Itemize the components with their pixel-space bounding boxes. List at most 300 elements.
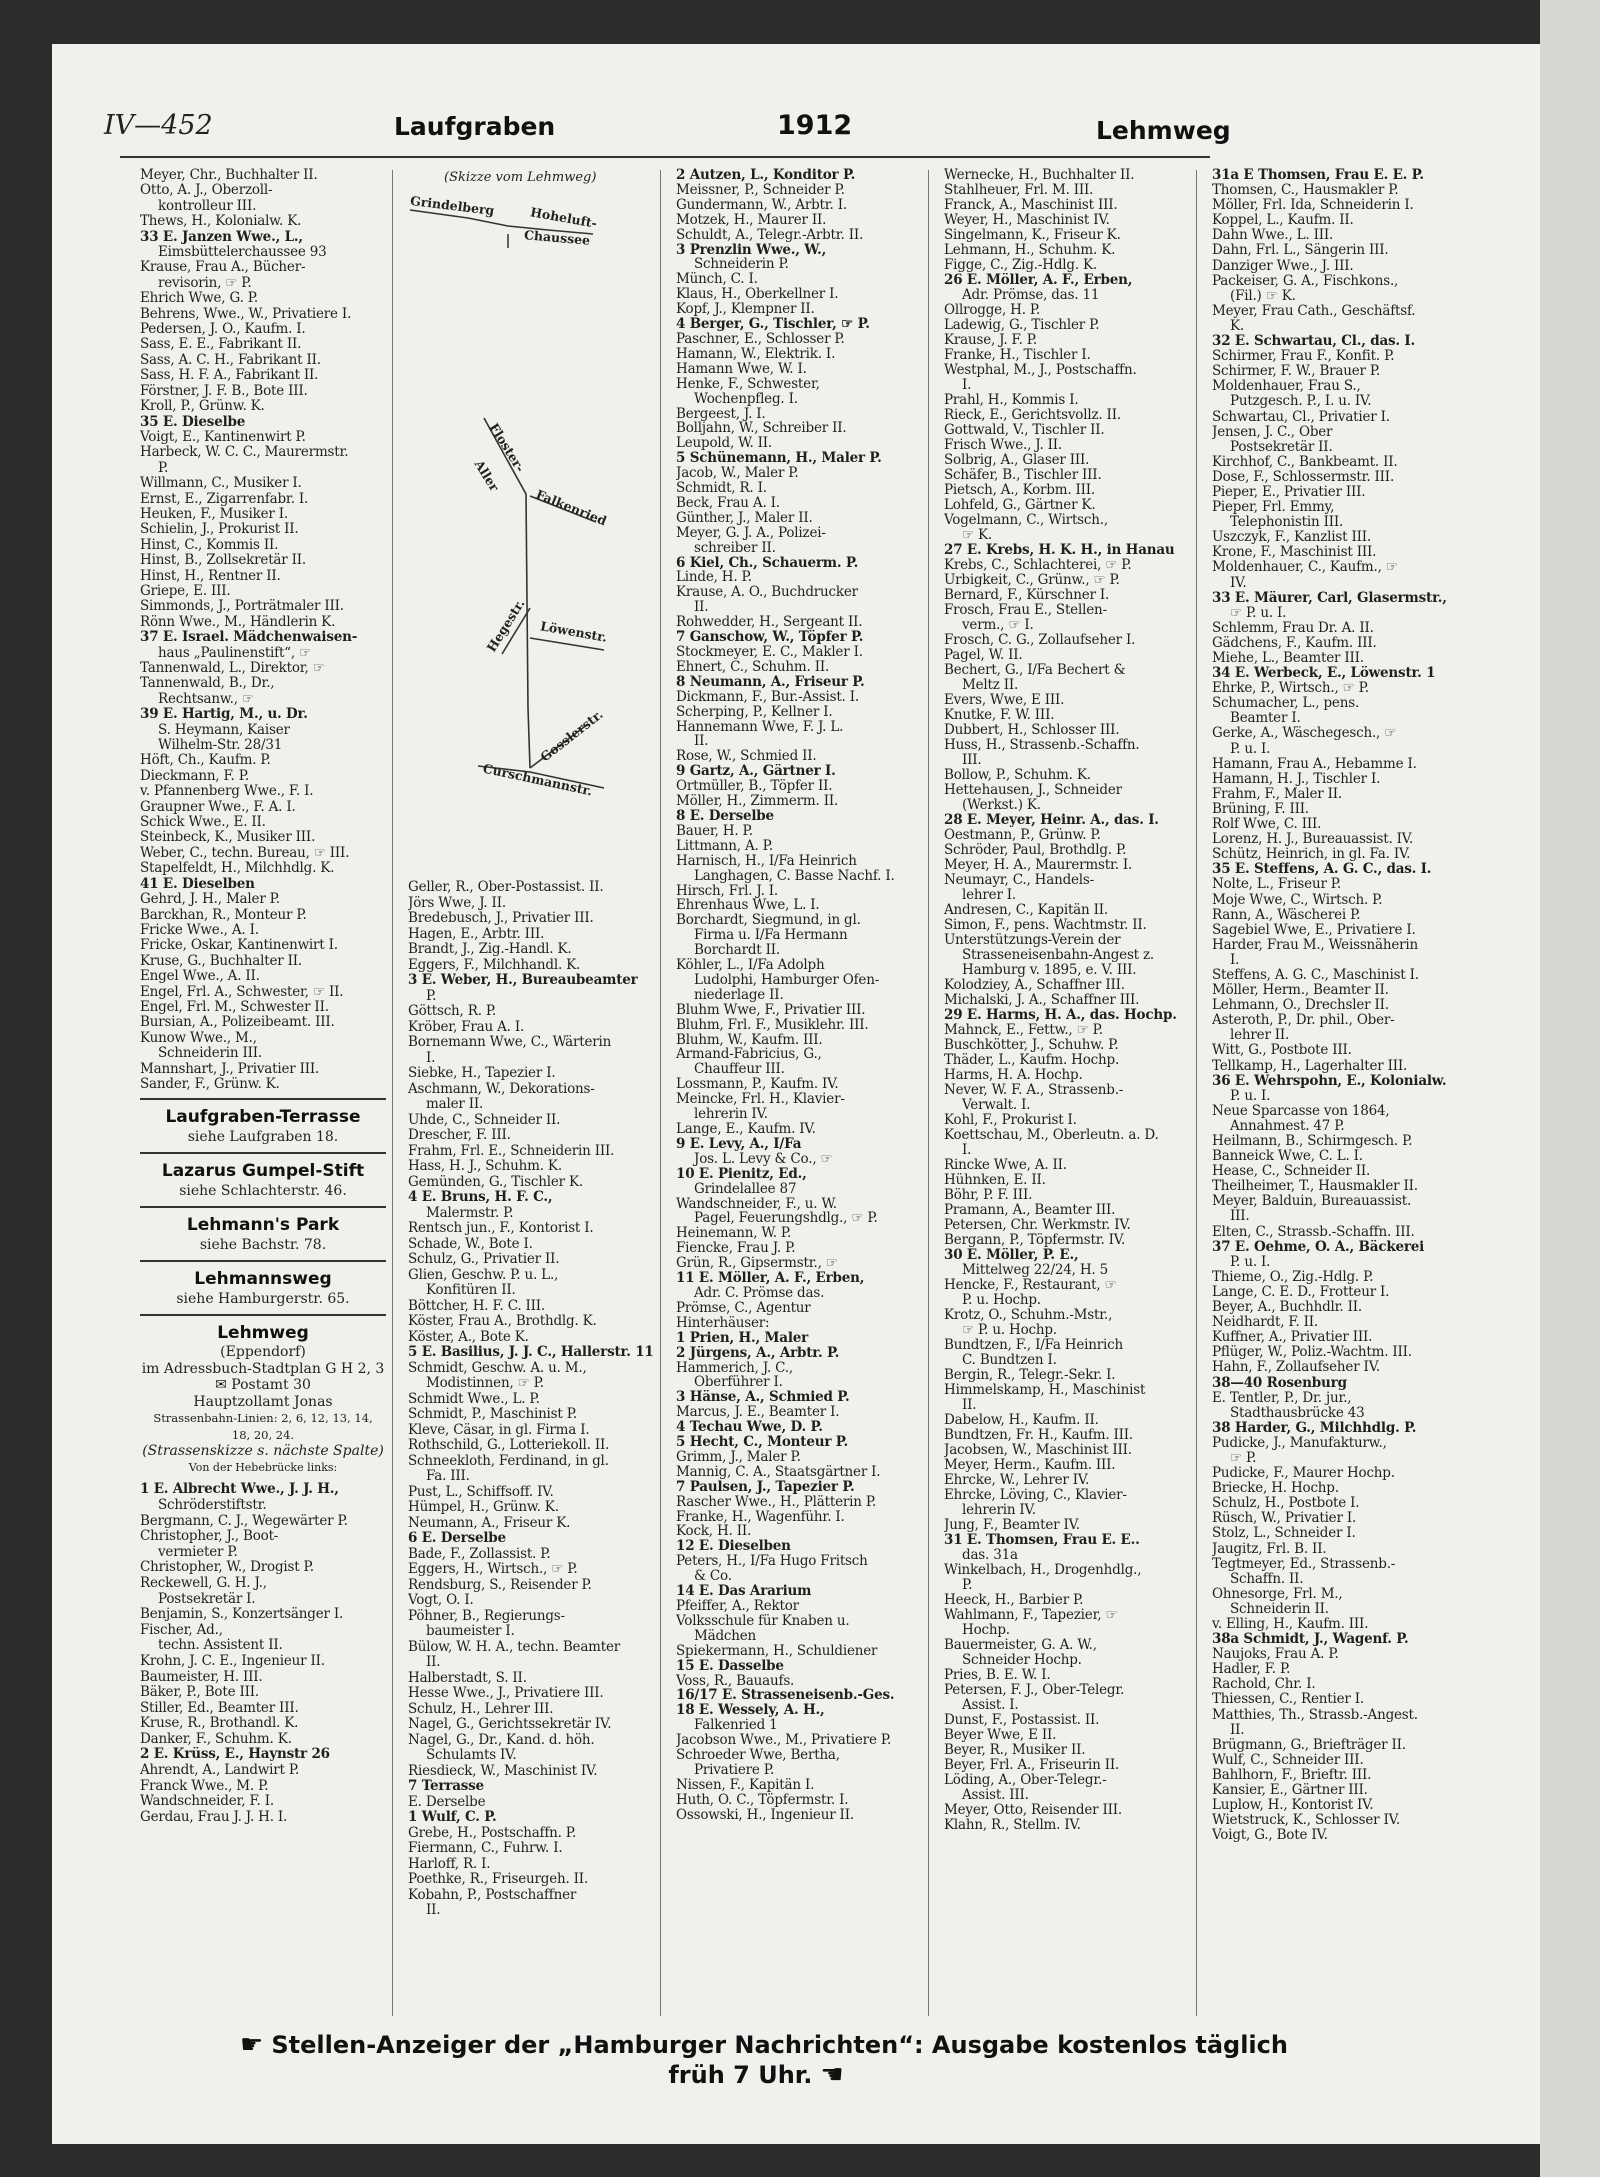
list-item: Kansier, E., Gärtner III.	[1212, 1783, 1368, 1799]
list-item: Poethke, R., Friseurgeh. II.	[408, 1872, 589, 1887]
list-item: Bluhm Wwe, F., Privatier III.	[676, 1002, 866, 1018]
list-item: lehrerin IV.	[962, 1503, 1036, 1518]
list-item: 14 E. Das Ärarium	[676, 1584, 812, 1599]
list-item: Langhagen, C. Basse Nachf. I.	[694, 868, 895, 884]
street-sketch	[408, 168, 654, 878]
list-item: Tegtmeyer, Ed., Strassenb.-	[1212, 1556, 1396, 1572]
list-item: 4 Techau Wwe, D. P.	[676, 1420, 823, 1436]
list-item: Bernard, F., Kürschner I.	[944, 588, 1110, 603]
list-item: Bäker, P., Bote III.	[140, 1685, 259, 1701]
list-item: II.	[694, 600, 709, 616]
list-item: Hadler, F. P.	[1212, 1662, 1291, 1678]
list-item: Schmidt, P., Maschinist P.	[408, 1407, 577, 1422]
list-item: Jacob, W., Maler P.	[676, 466, 799, 482]
list-item: Schröderstiftstr.	[158, 1497, 267, 1513]
list-item: das. 31a	[962, 1548, 1018, 1563]
list-item: P. u. Hochp.	[962, 1293, 1041, 1308]
column-1	[140, 168, 386, 2018]
list-item: Bluhm, Frl. F., Musiklehr. III.	[676, 1017, 869, 1033]
list-item: Riesdieck, W., Maschinist IV.	[408, 1763, 598, 1779]
list-item: Schirmer, F. W., Brauer P.	[1212, 364, 1381, 380]
list-item: Meyer, Frau Cath., Geschäftsf.	[1212, 303, 1416, 319]
list-item: Moldenhauer, C., Kaufm., ☞	[1212, 560, 1398, 576]
list-item: Bursian, A., Polizeibeamt. III.	[140, 1015, 335, 1031]
list-item: Strasseneisenbahn-Angest z.	[962, 948, 1154, 963]
list-item: Möller, Herm., Beamter II.	[1212, 983, 1389, 999]
list-item: Steinbeck, K., Musiker III.	[140, 830, 316, 846]
column-rule	[928, 170, 929, 2016]
list-item: Ossowski, H., Ingenieur II.	[676, 1807, 854, 1823]
list-item: Uszczyk, F., Kanzlist III.	[1212, 530, 1371, 546]
list-item: 36 E. Wehrspohn, E., Kolonialw.	[1212, 1073, 1447, 1089]
list-item: Postsekretär I.	[158, 1591, 256, 1607]
list-item: Ludolphi, Hamburger Ofen-	[694, 972, 880, 988]
list-item: Jacobsen, W., Maschinist III.	[944, 1443, 1132, 1458]
list-item: Jaugitz, Frl. B. II.	[1212, 1541, 1327, 1557]
list-item: Heinemann, W. P.	[676, 1226, 792, 1242]
list-item: II.	[962, 1398, 977, 1413]
list-item: Schirmer, Frau F., Konfit. P.	[1212, 349, 1395, 365]
list-item: 3 Prenzlin Wwe., W.,	[676, 242, 827, 258]
list-item: Spiekermann, H., Schuldiener	[676, 1643, 878, 1659]
list-item: Asteroth, P., Dr. phil., Ober-	[1212, 1013, 1395, 1029]
list-item: Modistinnen, ☞ P.	[426, 1376, 544, 1391]
list-item: Pöhner, B., Regierungs-	[408, 1608, 565, 1624]
list-item: Engel, Frl. M., Schwester II.	[140, 999, 329, 1015]
list-item: Meltz II.	[962, 678, 1019, 693]
list-item: P.	[426, 988, 437, 1004]
list-item: 2 Jürgens, A., Arbtr. P.	[676, 1345, 840, 1361]
list-item: Hinterhäuser:	[676, 1315, 770, 1331]
list-item: Günther, J., Maler II.	[676, 510, 813, 526]
list-item: Lange, C. E. D., Frotteur I.	[1212, 1284, 1390, 1300]
entry-list	[408, 880, 654, 1919]
list-item: Schuldt, A., Telegr.-Arbtr. II.	[676, 227, 864, 243]
list-item: Bauer, H. P.	[676, 823, 753, 839]
list-item: Linde, H. P.	[676, 570, 752, 586]
cross-reference	[140, 1260, 386, 1308]
street-label: Floster-	[486, 420, 529, 475]
list-item: Stiller, Ed., Beamter III.	[140, 1700, 299, 1716]
section-info-line: Strassenbahn-Linien: 2, 6, 12, 13, 14,	[153, 1411, 373, 1426]
list-item: II.	[426, 1903, 441, 1918]
list-item: Lohfeld, G., Gärtner K.	[944, 498, 1096, 513]
list-item: Glien, Geschw. P. u. L.,	[408, 1267, 559, 1283]
list-item: Franck Wwe., M. P.	[140, 1778, 269, 1794]
section-info	[140, 1344, 386, 1476]
list-item: Schneiderin II.	[1230, 1601, 1329, 1617]
list-item: Andresen, C., Kapitän II.	[944, 903, 1108, 918]
list-item: 10 E. Pienitz, Ed.,	[676, 1166, 807, 1182]
list-item: Bechert, G., I/Fa Bechert &	[944, 663, 1126, 678]
list-item: Beyer Wwe, E II.	[944, 1728, 1057, 1743]
street-label: Hoheluft-	[529, 204, 599, 231]
list-item: Pagel, W. II.	[944, 648, 1023, 663]
list-item: Naujoks, Frau A. P.	[1212, 1647, 1339, 1663]
list-item: Bade, F., Zollassist. P.	[408, 1546, 551, 1562]
list-item: Mannig, C. A., Staatsgärtner I.	[676, 1464, 881, 1480]
entry-list	[1212, 168, 1448, 1843]
list-item: Mannshart, J., Privatier III.	[140, 1061, 320, 1077]
list-item: Wulf, C., Schneider III.	[1212, 1752, 1364, 1768]
list-item: Lehmann, O., Drechsler II.	[1212, 998, 1389, 1014]
list-item: Gehrd, J. H., Maler P.	[140, 892, 280, 908]
list-item: Borchardt, Siegmund, in gl.	[676, 913, 861, 929]
list-item: Schmidt Wwe., L. P.	[408, 1391, 540, 1407]
list-item: Beamter I.	[1230, 711, 1301, 727]
list-item: Moje Wwe, C., Wirtsch. P.	[1212, 892, 1383, 908]
list-item: III.	[1230, 1209, 1250, 1225]
list-item: Winkelbach, H., Drogenhdlg.,	[944, 1563, 1142, 1578]
list-item: Michalski, J. A., Schaffner III.	[944, 993, 1140, 1008]
list-item: P. u. I.	[1230, 1088, 1271, 1104]
list-item: 33 E. Janzen Wwe., L.,	[140, 229, 303, 245]
list-item: Köster, A., Bote K.	[408, 1329, 529, 1345]
list-item: II.	[694, 734, 709, 750]
list-item: Rieck, E., Gerichtsvollz. II.	[944, 408, 1121, 423]
list-item: Schaffn. II.	[1230, 1571, 1304, 1587]
list-item: Kröber, Frau A. I.	[408, 1019, 525, 1035]
list-item: Ehrcke, W., Lehrer IV.	[944, 1473, 1090, 1488]
list-item: Wilhelm-Str. 28/31	[158, 738, 283, 754]
list-item: Rascher Wwe., H., Plätterin P.	[676, 1494, 877, 1510]
list-item: Köhler, L., I/Fa Adolph	[676, 958, 825, 973]
list-item: Schumacher, L., pens.	[1212, 696, 1360, 712]
list-item: lehrer II.	[1230, 1028, 1290, 1044]
column-3	[676, 168, 922, 2018]
list-item: 38 Harder, G., Milchhdlg. P.	[1212, 1420, 1417, 1436]
list-item: Graupner Wwe., F. A. I.	[140, 799, 296, 815]
list-item: Schulz, H., Lehrer III.	[408, 1701, 554, 1717]
street-label: Gosslerstr.	[537, 706, 606, 765]
list-item: Heuken, F., Musiker I.	[140, 506, 288, 522]
list-item: II.	[426, 1655, 441, 1670]
list-item: Schäfer, B., Tischler III.	[944, 468, 1102, 483]
column-rule	[660, 170, 661, 2016]
list-item: ☞ P.	[1230, 1450, 1257, 1466]
list-item: Verwalt. I.	[962, 1098, 1031, 1113]
list-item: 41 E. Dieselben	[140, 876, 255, 892]
list-item: 8 Neumann, A., Friseur P.	[676, 674, 865, 690]
scan-edge	[1540, 0, 1600, 2177]
page-number: IV—452	[104, 110, 213, 141]
entry-list	[140, 168, 386, 1092]
list-item: Bergin, R., Telegr.-Sekr. I.	[944, 1368, 1116, 1383]
list-item: I.	[1230, 952, 1240, 968]
list-item: Sander, F., Grünw. K.	[140, 1076, 280, 1092]
list-item: Koettschau, M., Oberleutn. a. D.	[944, 1128, 1159, 1143]
section-info-line: (Strassenskizze s. nächste Spalte)	[142, 1443, 384, 1460]
list-item: Tellkamp, H., Lagerhalter III.	[1212, 1058, 1408, 1074]
list-item: Tannenwald, L., Direktor, ☞	[140, 661, 325, 676]
list-item: 1 Prien, H., Maler	[676, 1330, 809, 1346]
list-item: Baumeister, H. III.	[140, 1669, 263, 1685]
list-item: Mädchen	[694, 1628, 757, 1644]
list-item: 30 E. Möller, P. E.,	[944, 1248, 1079, 1263]
list-item: 4 Berger, G., Tischler, ☞ P.	[676, 317, 870, 332]
list-item: Ehrich Wwe, G. P.	[140, 291, 258, 307]
list-item: Köster, Frau A., Brothdlg. K.	[408, 1314, 597, 1329]
list-item: Hettehausen, J., Schneider	[944, 783, 1122, 798]
list-item: Gerke, A., Wäschegesch., ☞	[1212, 726, 1397, 742]
list-item: Franke, H., Wagenführ. I.	[676, 1509, 845, 1525]
sketch-caption: (Skizze vom Lehmweg)	[444, 170, 597, 185]
list-item: Sass, E. E., Fabrikant II.	[140, 337, 302, 353]
list-item: Mahnck, E., Fettw., ☞ P.	[944, 1023, 1103, 1038]
list-item: Meyer, Otto, Reisender III.	[944, 1803, 1122, 1818]
list-item: Höft, Ch., Kaufm. P.	[140, 753, 271, 769]
list-item: Stadthausbrücke 43	[1230, 1405, 1365, 1421]
list-item: Schulz, G., Privatier II.	[408, 1252, 560, 1267]
list-item: I.	[962, 378, 972, 393]
list-item: Kunow Wwe., M.,	[140, 1030, 257, 1046]
list-item: Rechtsanw., ☞	[158, 691, 254, 707]
list-item: Hammerich, J. C.,	[676, 1360, 793, 1376]
list-item: Schulamts IV.	[426, 1748, 517, 1763]
list-item: Wandschneider, F., u. W.	[676, 1196, 837, 1212]
list-item: 2 E. Krüss, E., Haynstr 26	[140, 1747, 330, 1763]
list-item: Schick Wwe., E. II.	[140, 815, 266, 831]
list-item: Ollrogge, H. P.	[944, 303, 1041, 318]
list-item: Frisch Wwe., J. II.	[944, 438, 1063, 453]
list-item: verm., ☞ I.	[962, 618, 1034, 633]
list-item: Buschkötter, J., Schuhw. P.	[944, 1038, 1119, 1053]
list-item: I.	[426, 1050, 436, 1066]
section-info-line: ✉ Postamt 30	[215, 1377, 311, 1394]
cross-reference	[140, 1098, 386, 1146]
list-item: Pudicke, J., Manufakturw.,	[1212, 1435, 1387, 1451]
section-title: Lehmweg	[140, 1314, 386, 1344]
list-item: Hamburg v. 1895, e. V. III.	[962, 963, 1137, 978]
list-item: Kruse, G., Buchhalter II.	[140, 953, 302, 969]
list-item: ☞ K.	[962, 528, 992, 543]
list-item: Schlemm, Frau Dr. A. II.	[1212, 620, 1374, 636]
list-item: Beck, Frau A. I.	[676, 495, 780, 511]
list-item: Fricke Wwe., A. I.	[140, 922, 259, 938]
list-item: Frosch, Frau E., Stellen-	[944, 603, 1107, 618]
list-item: Ehnert, C., Schuhm. II.	[676, 659, 830, 675]
list-item: Göttsch, R. P.	[408, 1004, 497, 1019]
list-item: Schwartau, Cl., Privatier I.	[1212, 409, 1390, 425]
list-item: Bredebusch, J., Privatier III.	[408, 911, 594, 926]
lehmweg-section	[140, 1314, 386, 1476]
section-title: Lehmann's Park	[140, 1206, 386, 1236]
list-item: Vogt, O. I.	[408, 1593, 474, 1608]
list-item: Never, W. F. A., Strassenb.-	[944, 1083, 1124, 1098]
list-item: v. Pfannenberg Wwe., F. I.	[140, 784, 314, 800]
list-item: Hochp.	[962, 1623, 1010, 1638]
list-item: Thews, H., Kolonialw. K.	[140, 214, 302, 230]
list-item: Rose, W., Schmied II.	[676, 749, 817, 765]
list-item: Mittelweg 22/24, H. 5	[962, 1263, 1109, 1278]
list-item: Falkenried 1	[694, 1718, 778, 1734]
list-item: haus „Paulinenstift“, ☞	[158, 645, 311, 661]
list-item: Eimsbüttelerchaussee 93	[158, 245, 327, 261]
list-item: Volksschule für Knaben u.	[676, 1613, 850, 1629]
list-item: Ohnesorge, Frl. M.,	[1212, 1586, 1343, 1602]
list-item: 35 E. Dieselbe	[140, 414, 246, 430]
list-item: Dahn Wwe., L. III.	[1212, 228, 1334, 244]
list-item: Uhde, C., Schneider II.	[408, 1112, 561, 1128]
list-item: Prahl, H., Kommis I.	[944, 393, 1079, 408]
list-item: Lehmann, H., Schuhm. K.	[944, 243, 1116, 258]
list-item: Voss, R., Bauaufs.	[676, 1673, 795, 1689]
list-item: Christopher, J., Boot-	[140, 1529, 279, 1545]
list-item: Kuffner, A., Privatier III.	[1212, 1330, 1373, 1346]
list-item: Banneick Wwe, C. L. I.	[1212, 1149, 1363, 1165]
list-item: Weber, C., techn. Bureau, ☞ III.	[140, 845, 350, 861]
list-item: Adr. Prömse, das. 11	[962, 288, 1100, 303]
list-item: 35 E. Steffens, A. G. C., das. I.	[1212, 862, 1432, 878]
street-label: Hegestr.	[483, 596, 528, 655]
list-item: 1 Wulf, C. P.	[408, 1810, 497, 1825]
list-item: Meincke, Frl. H., Klavier-	[676, 1092, 845, 1108]
list-item: Hamann, Frau A., Hebamme I.	[1212, 756, 1417, 772]
list-item: Eggers, F., Milchhandl. K.	[408, 957, 581, 973]
list-item: Ladewig, G., Tischler P.	[944, 318, 1100, 333]
list-item: Harder, Frau M., Weissnäherin	[1212, 937, 1419, 953]
pointing-hand-icon: ☛	[240, 2030, 264, 2060]
list-item: baumeister I.	[426, 1624, 515, 1639]
list-item: Grün, R., Gipsermstr., ☞	[676, 1256, 838, 1272]
list-item: Leupold, W. II.	[676, 436, 773, 452]
list-item: Neumann, A., Friseur K.	[408, 1515, 571, 1531]
list-item: Himmelskamp, H., Maschinist	[944, 1383, 1146, 1398]
list-item: Meissner, P., Schneider P.	[676, 182, 845, 198]
list-item: Kruse, R., Brothandl. K.	[140, 1716, 299, 1732]
section-info-line: im Adressbuch-Stadtplan G H 2, 3	[141, 1360, 385, 1377]
list-item: Neidhardt, F. II.	[1212, 1315, 1319, 1331]
list-item: Löding, A., Ober-Telegr.-	[944, 1773, 1107, 1788]
list-item: Dickmann, F., Bur.-Assist. I.	[676, 689, 859, 705]
list-item: P.	[962, 1578, 973, 1593]
list-item: Gädchens, F., Kaufm. III.	[1212, 635, 1377, 651]
list-item: 12 E. Dieselben	[676, 1539, 791, 1555]
list-item: Schielin, J., Prokurist II.	[140, 522, 299, 538]
list-item: Geller, R., Ober-Postassist. II.	[408, 880, 604, 895]
list-item: Knutke, F. W. III.	[944, 708, 1055, 723]
list-item: 5 E. Basilius, J. J. C., Hallerstr. 11	[408, 1345, 654, 1360]
list-item: Kolodziey, A., Schaffner III.	[944, 978, 1125, 993]
list-item: Pietsch, A., Korbm. III.	[944, 483, 1096, 498]
cross-reference	[140, 1206, 386, 1254]
right-street-heading: Lehmweg	[1096, 116, 1231, 145]
list-item: Nagel, G., Dr., Kand. d. höh.	[408, 1732, 595, 1748]
list-item: III.	[962, 753, 982, 768]
list-item: Hamann Wwe, W. I.	[676, 361, 807, 377]
section-reference: siehe Bachstr. 78.	[199, 1237, 327, 1254]
list-item: Böttcher, H. F. C. III.	[408, 1298, 546, 1314]
list-item: Thäder, L., Kaufm. Hochp.	[944, 1053, 1120, 1068]
list-item: 5 Schünemann, H., Maler P.	[676, 451, 882, 467]
list-item: 4 E. Bruns, H. F. C.,	[408, 1190, 553, 1205]
list-item: Konfitüren II.	[426, 1283, 516, 1298]
list-item: Miehe, L., Beamter III.	[1212, 651, 1364, 666]
list-item: 3 E. Weber, H., Bureaubeamter	[408, 973, 638, 988]
list-item: Bollow, P., Schuhm. K.	[944, 768, 1091, 783]
column-5	[1212, 168, 1448, 2018]
list-item: Pfeiffer, A., Rektor	[676, 1599, 799, 1614]
list-item: Westphal, M., J., Postschaffn.	[944, 363, 1137, 378]
list-item: Hamann, H. J., Tischler I.	[1212, 771, 1381, 787]
list-item: Jacobson Wwe., M., Privatiere P.	[676, 1733, 892, 1749]
street-label: Curschmannstr.	[481, 760, 594, 799]
list-item: Sagebiel Wwe, E., Privatiere I.	[1212, 922, 1416, 938]
list-item: Prömse, C., Agentur	[676, 1300, 811, 1316]
entry-list	[944, 168, 1190, 1833]
list-item: schreiber II.	[694, 540, 776, 556]
footer-text: Stellen-Anzeiger der „Hamburger Nachrichten“: Ausgabe kostenlos täglich früh 7 Uhr.	[271, 2031, 1288, 2089]
list-item: Harbeck, W. C. C., Maurermstr.	[140, 445, 349, 461]
list-item: Kirchhof, C., Bankbeamt. II.	[1212, 454, 1398, 470]
list-item: Privatiere P.	[694, 1762, 775, 1778]
list-item: Rendsburg, S., Reisender P.	[408, 1577, 592, 1593]
list-item: Bergmann, C. J., Wegewärter P.	[140, 1513, 348, 1529]
list-item: Rann, A., Wäscherei P.	[1212, 907, 1361, 923]
list-item: Lossmann, P., Kaufm. IV.	[676, 1077, 839, 1093]
list-item: Rentsch jun., F., Kontorist I.	[408, 1221, 594, 1236]
list-item: Paschner, E., Schlosser P.	[676, 331, 845, 347]
list-item: Benjamin, S., Konzertsänger I.	[140, 1607, 344, 1623]
list-item: Schroeder Wwe, Bertha,	[676, 1748, 840, 1763]
list-item: Jensen, J. C., Ober	[1212, 424, 1333, 440]
list-item: 37 E. Israel. Mädchenwaisen-	[140, 630, 358, 646]
list-item: Förstner, J. F. B., Bote III.	[140, 383, 308, 399]
list-item: IV.	[1230, 575, 1247, 591]
list-item: Hahn, F., Zollaufseher IV.	[1212, 1360, 1380, 1376]
list-item: Pedersen, J. O., Kaufm. I.	[140, 322, 306, 338]
list-item: Frosch, C. G., Zollaufseher I.	[944, 633, 1136, 648]
list-item: Heilmann, B., Schirmgesch. P.	[1212, 1134, 1413, 1149]
list-item: ☞ P. u. Hochp.	[962, 1323, 1057, 1338]
list-item: 9 Gartz, A., Gärtner I.	[676, 764, 836, 780]
list-item: Willmann, C., Musiker I.	[140, 476, 302, 492]
left-street-heading: Laufgraben	[394, 112, 556, 141]
list-item: Eggers, H., Wirtsch., ☞ P.	[408, 1562, 578, 1577]
list-item: Huss, H., Strassenb.-Schaffn.	[944, 738, 1140, 753]
street-label: Aller	[471, 457, 503, 494]
list-item: Wandschneider, F. I.	[140, 1794, 274, 1810]
list-item: Ernst, E., Zigarrenfabr. I.	[140, 491, 309, 507]
list-item: Schneiderin III.	[158, 1046, 262, 1062]
list-item: Fischer, Ad.,	[140, 1622, 223, 1638]
list-item: Bornemann Wwe, C., Wärterin	[408, 1035, 612, 1050]
list-item: Kock, H. II.	[676, 1524, 752, 1540]
list-item: Scherping, P., Kellner I.	[676, 704, 833, 720]
section-info-line: Von der Hebebrücke links:	[188, 1460, 338, 1474]
column-rule	[392, 170, 393, 2016]
list-item: Lange, E., Kaufm. IV.	[676, 1122, 816, 1137]
list-item: 1 E. Albrecht Wwe., J. J. H.,	[140, 1482, 339, 1498]
list-item: Pieper, Frl. Emmy,	[1212, 500, 1335, 516]
list-item: Tannenwald, B., Dr.,	[140, 676, 275, 692]
list-item: kontrolleur III.	[158, 198, 257, 214]
section-info-line: 18, 20, 24.	[231, 1427, 295, 1442]
list-item: Brandt, J., Zig.-Handl. K.	[408, 942, 572, 957]
list-item: Krone, F., Maschinist III.	[1212, 545, 1377, 561]
list-item: Henke, F., Schwester,	[676, 376, 820, 392]
list-item: niederlage II.	[694, 987, 784, 1003]
list-item: Pust, L., Schiffsoff. IV.	[408, 1484, 554, 1500]
list-item: Wahlmann, F., Tapezier, ☞	[944, 1608, 1118, 1623]
list-item: 9 E. Levy, A., I/Fa	[676, 1136, 802, 1152]
list-item: Beyer, A., Buchhdlr. II.	[1212, 1300, 1362, 1316]
list-item: 33 E. Mäurer, Carl, Glasermstr.,	[1212, 590, 1447, 606]
list-item: Assist. III.	[962, 1788, 1029, 1803]
list-item: (Fil.) ☞ K.	[1230, 288, 1296, 304]
list-item: I.	[962, 1143, 972, 1158]
list-item: (Werkst.) K.	[962, 798, 1041, 813]
